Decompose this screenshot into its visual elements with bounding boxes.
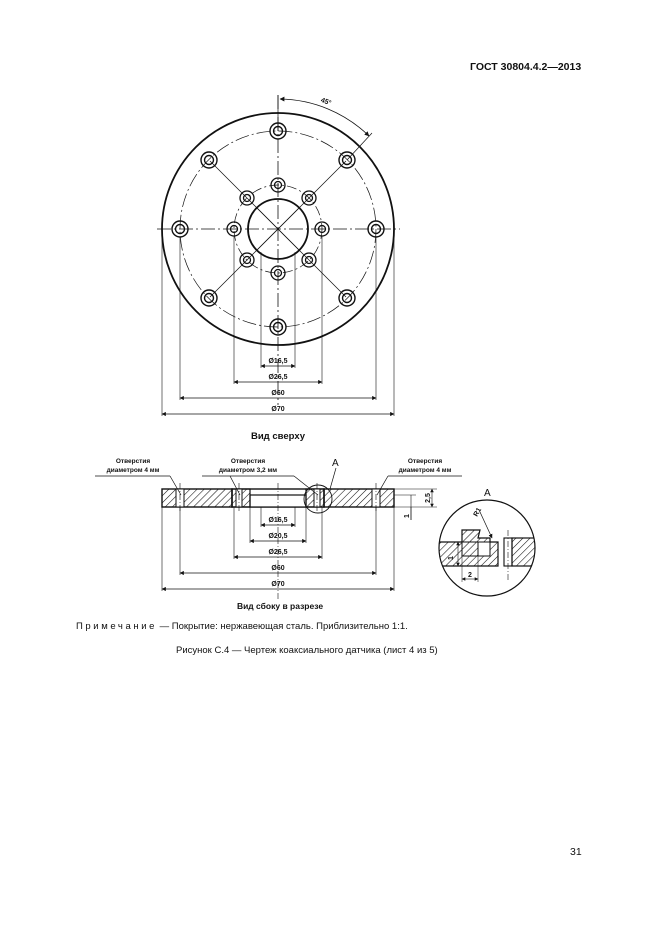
side-dim-5: Ø70 [271, 581, 285, 588]
detail-w: 2 [468, 572, 472, 579]
section-mark: A [332, 458, 339, 469]
top-dim-3: Ø60 [271, 390, 285, 397]
left-callout-line2: диаметром 4 мм [106, 467, 160, 474]
note-text: — Покрытие: нержавеющая сталь. Приблизительно 1:1. [157, 621, 408, 632]
side-dim-2: Ø20,5 [268, 533, 288, 540]
right-callout-line2: диаметром 4 мм [398, 467, 452, 474]
side-dim-3: Ø26,5 [268, 549, 288, 556]
side-dim-1: Ø16,5 [268, 517, 288, 524]
detail-a [438, 500, 542, 596]
side-view-title: Вид сбоку в разрезе [236, 601, 324, 611]
top-dim-2: Ø26,5 [268, 374, 288, 381]
angle-label: 45° [319, 97, 333, 108]
note [76, 621, 408, 632]
detail-h: 1 [448, 556, 455, 560]
detail-label: A [484, 488, 491, 499]
thickness-total: 2,5 [425, 493, 432, 503]
side-dim-4: Ø60 [271, 565, 285, 572]
left-callout-line1: Отверстия [115, 458, 151, 465]
mid-callout-line2: диаметром 3,2 мм [218, 467, 278, 474]
top-view-title: Вид сверху [250, 431, 306, 442]
top-dim-4: Ø70 [271, 406, 285, 413]
page-number: 31 [570, 846, 582, 858]
top-view [157, 95, 400, 416]
document-header: ГОСТ 30804.4.2—2013 [470, 61, 582, 73]
detail-radius: R1 [472, 506, 484, 518]
note-label: Примечание [76, 621, 157, 632]
right-callout-line1: Отверстия [407, 458, 443, 465]
thickness-step: 1 [404, 514, 411, 518]
mid-callout-line1: Отверстия [230, 458, 266, 465]
top-dim-1: Ø16,5 [268, 358, 288, 365]
figure-caption: Рисунок С.4 — Чертеж коаксиального датчика (лист 4 из 5) [176, 645, 438, 656]
